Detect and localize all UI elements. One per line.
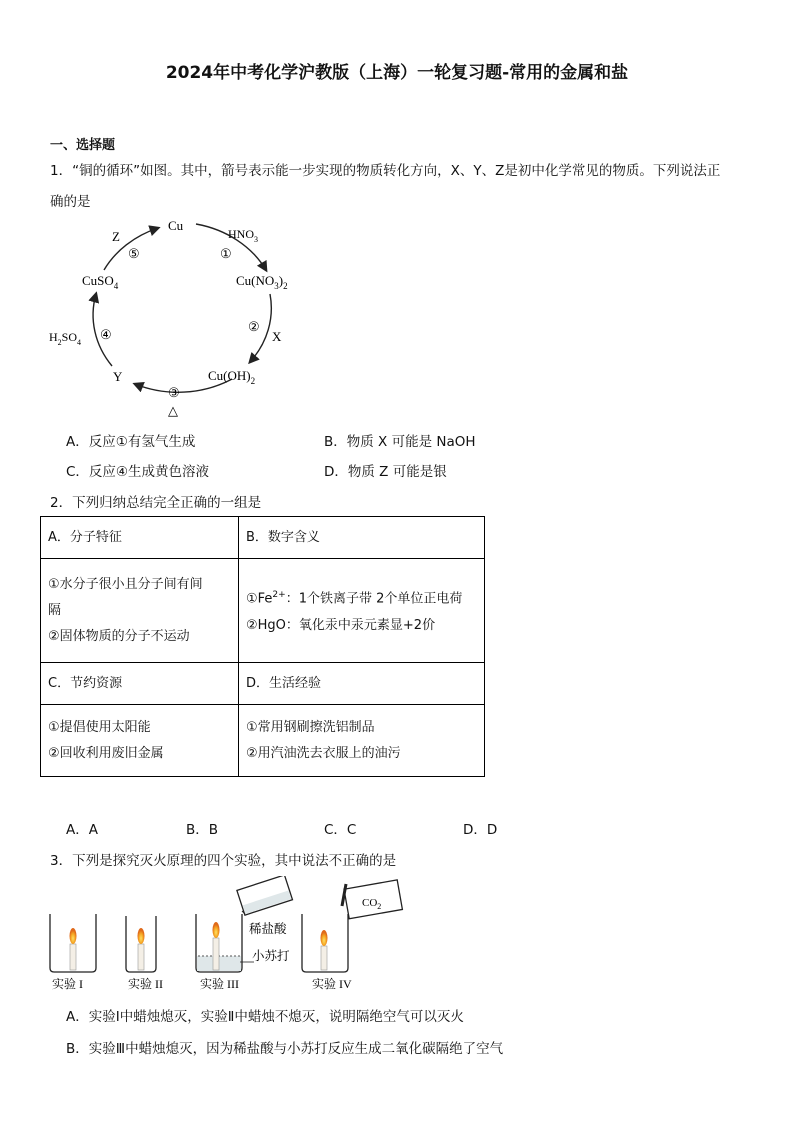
caption-exp3: 实验 III bbox=[200, 977, 239, 991]
cell-b-line1: $①Fe^{2+}$：1个铁离子带 2个单位正电荷 bbox=[246, 590, 463, 607]
q3-option-a: A．实验Ⅰ中蜡烛熄灭，实验Ⅱ中蜡烛不熄灭，说明隔绝空气可以灭火 bbox=[66, 1009, 464, 1025]
candle-flame-icon bbox=[138, 928, 145, 944]
cell-c-body bbox=[41, 705, 239, 777]
node-cu: Cu bbox=[168, 218, 184, 233]
label-hno3: $HNO_3$ bbox=[228, 227, 258, 244]
q1-option-b: B．物质 X 可能是 NaOH bbox=[324, 434, 476, 450]
step-5: ⑤ bbox=[128, 246, 140, 261]
step-3: ③ bbox=[168, 385, 180, 400]
copper-cycle-diagram bbox=[40, 212, 320, 422]
step-2: ② bbox=[248, 319, 260, 334]
caption-exp2: 实验 II bbox=[128, 977, 163, 991]
q2-stem: 2．下列归纳总结完全正确的一组是 bbox=[50, 495, 262, 511]
cell-d-line1: ①常用钢刷擦洗铝制品 bbox=[246, 719, 375, 735]
node-y: Y bbox=[113, 369, 123, 384]
candle-flame-icon bbox=[321, 930, 328, 946]
step-1: ① bbox=[220, 246, 232, 261]
cell-c-line1: ①提倡使用太阳能 bbox=[48, 719, 151, 735]
q2-option-a: A．A bbox=[66, 822, 98, 838]
cell-b-line2: ②HgO：氧化汞中汞元素显+2价 bbox=[246, 617, 436, 633]
caption-exp4: 实验 IV bbox=[312, 977, 352, 991]
candle-flame-icon bbox=[70, 928, 77, 944]
q2-option-b: B．B bbox=[186, 822, 219, 838]
q1-stem-line2: 确的是 bbox=[50, 194, 91, 210]
q2-option-c: C．C bbox=[324, 822, 357, 838]
q1-option-a: A．反应①有氢气生成 bbox=[66, 434, 196, 450]
cell-d-line2: ②用汽油洗去衣服上的油污 bbox=[246, 745, 401, 761]
label-co2: $CO_2$ bbox=[362, 897, 382, 911]
experiment-2 bbox=[126, 916, 156, 972]
label-h2so4: $H_2SO_4$ bbox=[49, 330, 82, 347]
cell-b-body bbox=[239, 559, 485, 663]
node-cuso4: CuSO$_4$ bbox=[82, 273, 119, 291]
label-baking-soda: 小苏打 bbox=[252, 949, 290, 963]
experiment-3 bbox=[196, 876, 292, 972]
cell-a-line2: ②固体物质的分子不运动 bbox=[48, 628, 190, 644]
q3-option-b: B．实验Ⅲ中蜡烛熄灭，因为稀盐酸与小苏打反应生成二氧化碳隔绝了空气 bbox=[66, 1041, 504, 1057]
node-cuoh2: $Cu(OH)_2$ bbox=[208, 368, 256, 386]
cell-a-line1b: 隔 bbox=[48, 602, 62, 618]
node-cuno3: $Cu(NO_3)_2$ bbox=[236, 273, 288, 291]
label-dilute-hcl: 稀盐酸 bbox=[249, 922, 287, 936]
q2-option-d: D．D bbox=[463, 822, 498, 838]
q2-table bbox=[40, 516, 485, 777]
cell-b-head: B．数字含义 bbox=[239, 517, 485, 559]
cell-a-head: A．分子特征 bbox=[41, 517, 239, 559]
label-x: X bbox=[272, 329, 282, 344]
cell-c-head: C．节约资源 bbox=[41, 663, 239, 705]
cell-c-line2: ②回收利用废旧金属 bbox=[48, 745, 164, 761]
section-heading: 一、选择题 bbox=[50, 138, 116, 153]
cell-a-line1: ①水分子很小且分子间有间 bbox=[48, 576, 203, 592]
cell-a-body bbox=[41, 559, 239, 663]
label-z: Z bbox=[112, 229, 120, 244]
experiment-1 bbox=[50, 914, 96, 972]
extinguish-experiments-figure bbox=[40, 876, 410, 996]
page-title: 2024年中考化学沪教版（上海）一轮复习题-常用的金属和盐 bbox=[165, 63, 629, 83]
q1-option-d: D．物质 Z 可能是银 bbox=[324, 464, 447, 480]
step-4: ④ bbox=[100, 327, 112, 342]
caption-exp1: 实验 I bbox=[52, 977, 83, 991]
cell-d-head: D．生活经验 bbox=[239, 663, 485, 705]
q1-stem-line1: 1．“铜的循环”如图。其中，箭号表示能一步实现的物质转化方向，X、Y、Z是初中化学常见的物质。下列说法正 bbox=[50, 163, 721, 179]
cell-d-body bbox=[239, 705, 485, 777]
q1-option-c: C．反应④生成黄色溶液 bbox=[66, 464, 210, 480]
label-heat: △ bbox=[168, 403, 178, 418]
candle-flame-icon bbox=[213, 922, 220, 938]
experiment-4 bbox=[302, 880, 402, 972]
q3-stem: 3．下列是探究灭火原理的四个实验，其中说法不正确的是 bbox=[50, 853, 397, 869]
